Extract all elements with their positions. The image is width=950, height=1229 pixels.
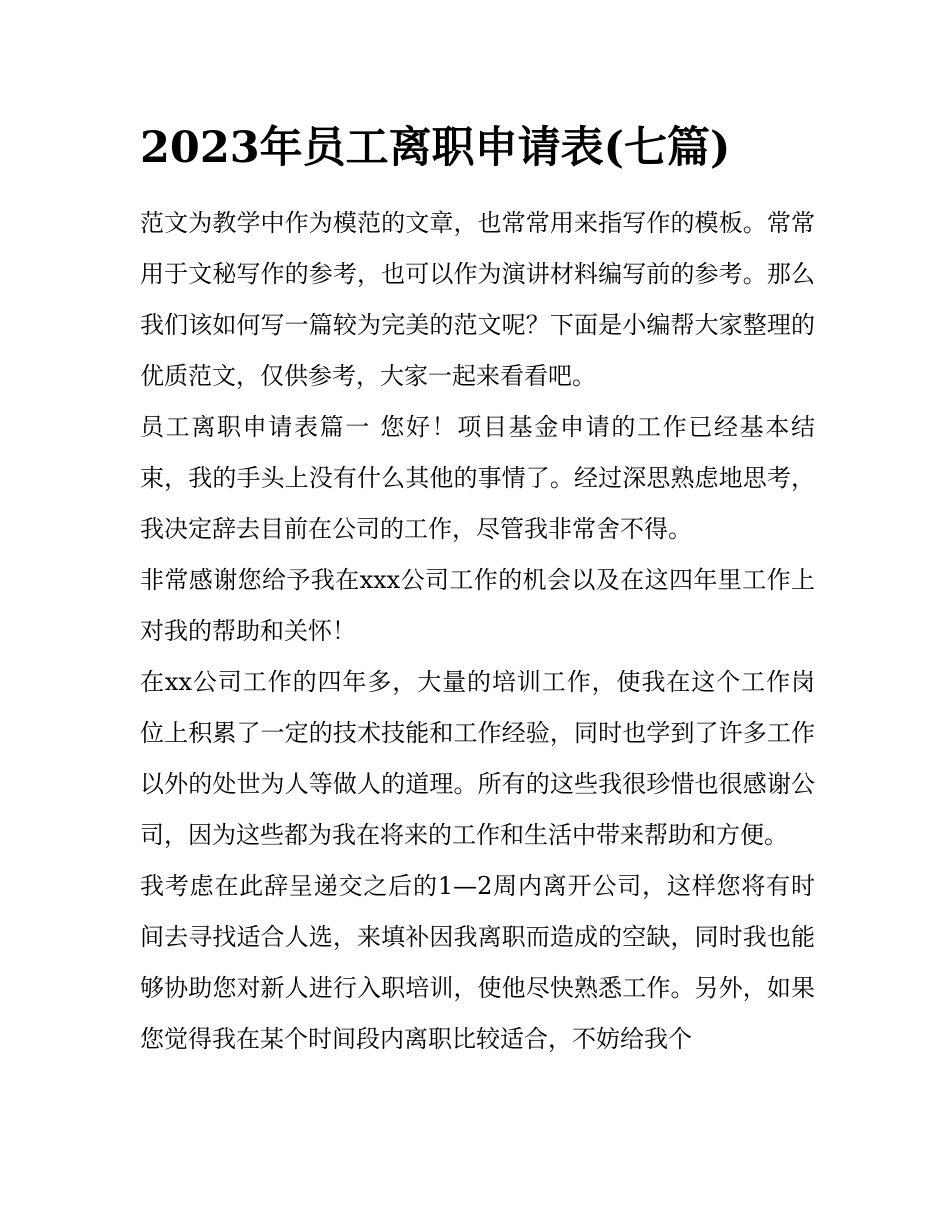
paragraph-departure-plan: 我考虑在此辞呈递交之后的1—2周内离开公司，这样您将有时间去寻找适合人选，来填补因我离职而造成的空缺，同时我也能够协助您对新人进行入职培训，使他尽快熟悉工作。另外，如果您觉得我在某个时间段内离职比较适合，不妨给我个	[140, 872, 815, 1053]
paragraph-thanks: 非常感谢您给予我在xxx公司工作的机会以及在这四年里工作上对我的帮助和关怀！	[140, 566, 815, 645]
document-body	[140, 198, 815, 1065]
paragraph-experience: 在xx公司工作的四年多，大量的培训工作，使我在这个工作岗位上积累了一定的技术技能和工作经验，同时也学到了许多工作以外的处世为人等做人的道理。所有的这些我很珍惜也很感谢公司，因为这些都为我在将来的工作和生活中带来帮助和方便。	[140, 668, 815, 849]
paragraph-greeting: 员工离职申请表篇一 您好！项目基金申请的工作已经基本结束，我的手头上没有什么其他的事情了。经过深思熟虑地思考，我决定辞去目前在公司的工作，尽管我非常舍不得。	[140, 413, 815, 543]
paragraph-intro: 范文为教学中作为模范的文章，也常常用来指写作的模板。常常用于文秘写作的参考，也可以作为演讲材料编写前的参考。那么我们该如何写一篇较为完美的范文呢？下面是小编帮大家整理的优质范文，仅供参考，大家一起来看看吧。	[140, 209, 815, 390]
document-title: 2023年员工离职申请表(七篇)	[140, 123, 731, 173]
